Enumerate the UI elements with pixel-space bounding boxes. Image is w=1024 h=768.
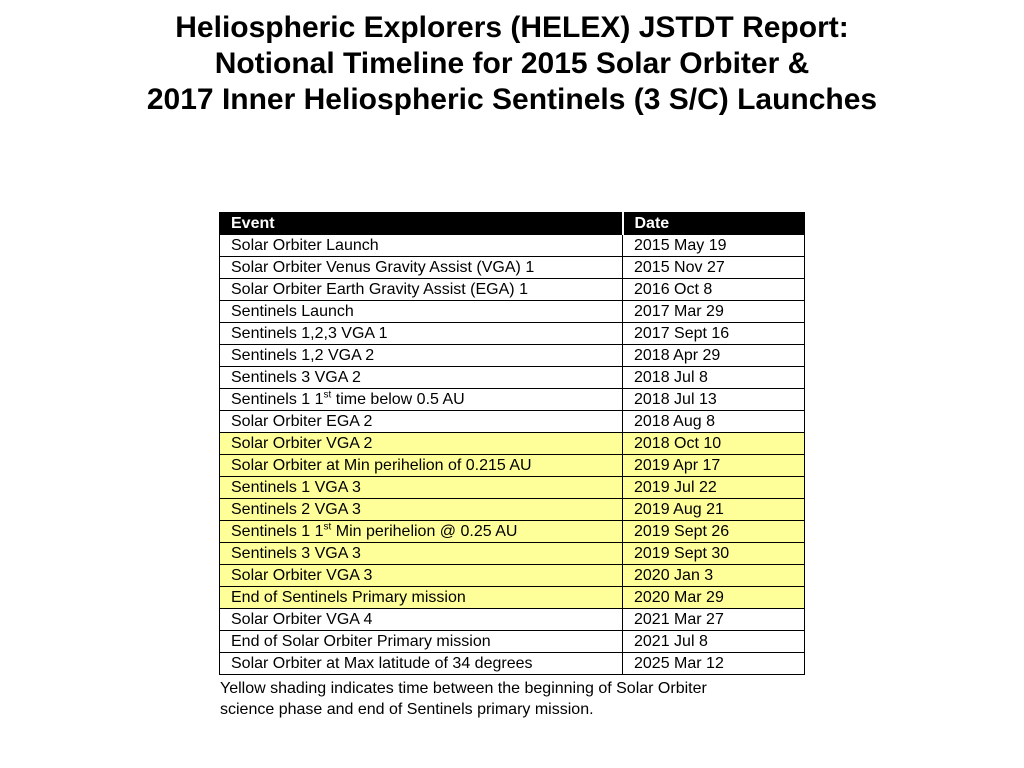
date-cell: 2018 Oct 10 — [623, 433, 805, 455]
ordinal-superscript: st — [323, 389, 332, 401]
table-row — [220, 433, 805, 455]
title-line-2: Notional Timeline for 2015 Solar Orbiter & — [214, 47, 810, 80]
date-cell: 2019 Jul 22 — [623, 477, 805, 499]
event-cell: Solar Orbiter Launch — [220, 235, 623, 257]
date-cell: 2017 Mar 29 — [623, 301, 805, 323]
ordinal-superscript: st — [323, 521, 332, 533]
date-cell: 2018 Apr 29 — [623, 345, 805, 367]
table-row — [220, 609, 805, 631]
page-title — [0, 10, 1024, 118]
table-row — [220, 521, 805, 543]
table-row — [220, 499, 805, 521]
header-date: Date — [623, 213, 805, 235]
timeline-table — [219, 212, 805, 675]
event-cell: Sentinels 1,2,3 VGA 1 — [220, 323, 623, 345]
date-cell: 2020 Mar 29 — [623, 587, 805, 609]
footnote-line-2: science phase and end of Sentinels primary mission. — [220, 701, 594, 718]
event-text: Sentinels 1 1 — [231, 391, 324, 408]
event-cell — [220, 389, 623, 411]
table-row — [220, 389, 805, 411]
date-cell: 2018 Jul 8 — [623, 367, 805, 389]
date-cell: 2015 May 19 — [623, 235, 805, 257]
table-row — [220, 587, 805, 609]
event-cell — [220, 521, 623, 543]
table-row — [220, 345, 805, 367]
date-cell: 2017 Sept 16 — [623, 323, 805, 345]
footnote-line-1: Yellow shading indicates time between the beginning of Solar Orbiter — [220, 680, 707, 697]
table-row — [220, 565, 805, 587]
date-cell: 2015 Nov 27 — [623, 257, 805, 279]
event-cell: End of Sentinels Primary mission — [220, 587, 623, 609]
event-cell: End of Solar Orbiter Primary mission — [220, 631, 623, 653]
table-row — [220, 257, 805, 279]
event-cell: Sentinels 1,2 VGA 2 — [220, 345, 623, 367]
table-row — [220, 631, 805, 653]
date-cell: 2021 Mar 27 — [623, 609, 805, 631]
event-cell: Solar Orbiter VGA 4 — [220, 609, 623, 631]
table-row — [220, 477, 805, 499]
event-cell: Solar Orbiter VGA 2 — [220, 433, 623, 455]
table-row — [220, 323, 805, 345]
event-cell: Solar Orbiter at Max latitude of 34 degrees — [220, 653, 623, 675]
date-cell: 2019 Apr 17 — [623, 455, 805, 477]
event-cell: Sentinels 1 VGA 3 — [220, 477, 623, 499]
footnote — [220, 678, 820, 720]
table-row — [220, 235, 805, 257]
title-line-3: 2017 Inner Heliospheric Sentinels (3 S/C) Launches — [146, 83, 878, 116]
event-cell: Sentinels Launch — [220, 301, 623, 323]
table-row — [220, 279, 805, 301]
table-row — [220, 543, 805, 565]
event-cell: Solar Orbiter at Min perihelion of 0.215 AU — [220, 455, 623, 477]
event-cell: Sentinels 3 VGA 3 — [220, 543, 623, 565]
event-cell: Solar Orbiter EGA 2 — [220, 411, 623, 433]
date-cell: 2025 Mar 12 — [623, 653, 805, 675]
date-cell: 2019 Sept 30 — [623, 543, 805, 565]
event-cell: Solar Orbiter Earth Gravity Assist (EGA) 1 — [220, 279, 623, 301]
date-cell: 2019 Sept 26 — [623, 521, 805, 543]
event-text: Sentinels 1 1 — [231, 523, 324, 540]
table-row — [220, 455, 805, 477]
table-header-row — [220, 213, 805, 235]
header-event: Event — [220, 213, 623, 235]
table-body — [220, 235, 805, 675]
date-cell: 2021 Jul 8 — [623, 631, 805, 653]
date-cell: 2016 Oct 8 — [623, 279, 805, 301]
event-cell: Sentinels 2 VGA 3 — [220, 499, 623, 521]
table-row — [220, 301, 805, 323]
table-row — [220, 653, 805, 675]
date-cell: 2018 Jul 13 — [623, 389, 805, 411]
table-row — [220, 367, 805, 389]
date-cell: 2019 Aug 21 — [623, 499, 805, 521]
event-cell: Solar Orbiter Venus Gravity Assist (VGA) 1 — [220, 257, 623, 279]
event-text: Min perihelion @ 0.25 AU — [331, 523, 518, 540]
title-line-1: Heliospheric Explorers (HELEX) JSTDT Report: — [175, 11, 849, 44]
date-cell: 2020 Jan 3 — [623, 565, 805, 587]
date-cell: 2018 Aug 8 — [623, 411, 805, 433]
event-text: time below 0.5 AU — [331, 391, 465, 408]
table-row — [220, 411, 805, 433]
event-cell: Solar Orbiter VGA 3 — [220, 565, 623, 587]
event-cell: Sentinels 3 VGA 2 — [220, 367, 623, 389]
